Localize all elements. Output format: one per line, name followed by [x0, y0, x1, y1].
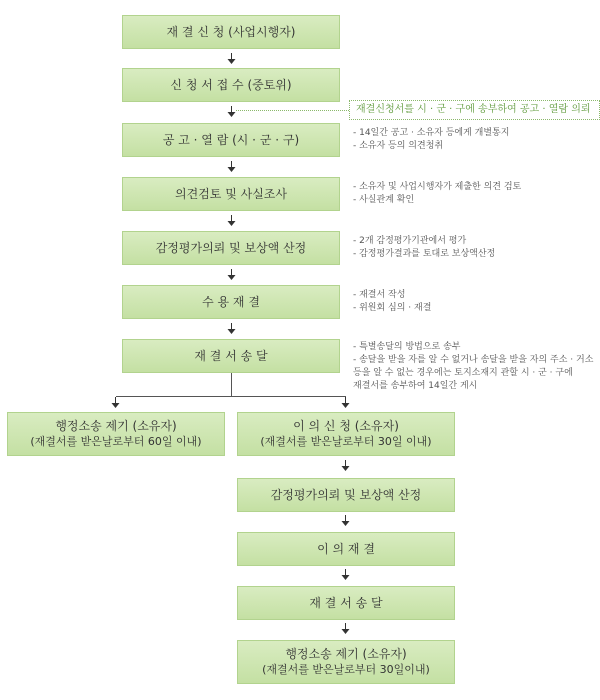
- step-label: 행정소송 제기 (소유자): [285, 647, 407, 661]
- step-reappraisal: [237, 478, 455, 512]
- branch-stem: [231, 373, 232, 396]
- note-review: [353, 181, 521, 207]
- note-delivery: [353, 341, 598, 393]
- step-objection-ruling: [237, 532, 455, 566]
- note-ruling: [353, 289, 431, 315]
- note-line: - 감정평가결과를 토대로 보상액산정: [353, 249, 496, 259]
- step-sublabel: (재결서를 받은날로부터 60일 이내): [30, 435, 202, 448]
- step-label: 이 의 재 결: [317, 542, 375, 556]
- down-arrow-icon: [341, 623, 350, 635]
- down-arrow-icon: [341, 397, 350, 409]
- notice-connector: [236, 110, 349, 111]
- step-label: 공 고 · 열 람 (시 · 군 · 구): [162, 133, 300, 147]
- note-publication: [353, 127, 509, 153]
- down-arrow-icon: [341, 515, 350, 527]
- note-line: - 소유자 등의 의견청취: [353, 141, 444, 151]
- step-label: 감정평가의뢰 및 보상액 산정: [270, 488, 422, 502]
- step-application-receipt: [122, 68, 340, 102]
- step-appraisal: [122, 231, 340, 265]
- step-objection-delivery: [237, 586, 455, 620]
- note-line: - 사실관계 확인: [353, 195, 415, 205]
- note-line: - 송달을 받을 자를 알 수 없거나 송달을 받을 자의 주소 · 거소: [353, 355, 594, 365]
- step-sublabel: (재결서를 받은날로부터 30일이내): [262, 663, 430, 676]
- step-administrative-lawsuit-30: [237, 640, 455, 684]
- note-appraisal: [353, 235, 495, 261]
- notice-callout: 재결신청서를 시 · 군 · 구에 송부하여 공고 · 열람 의뢰: [349, 100, 600, 120]
- branch-horizontal: [116, 396, 346, 397]
- note-line: - 소유자 및 사업시행자가 제출한 의견 검토: [353, 182, 522, 192]
- down-arrow-icon: [111, 397, 120, 409]
- down-arrow-icon: [227, 106, 236, 118]
- down-arrow-icon: [227, 323, 236, 335]
- note-line: 재결서를 송부하여 14일간 게시: [353, 381, 478, 391]
- step-ruling-application: [122, 15, 340, 49]
- note-line: 등을 알 수 없는 경우에는 토지소재지 관할 시 · 군 · 구에: [353, 368, 573, 378]
- note-line: - 재결서 작성: [353, 290, 406, 300]
- step-administrative-lawsuit-60: [7, 412, 225, 456]
- note-line: - 14일간 공고 · 소유자 등에게 개별통지: [353, 128, 510, 138]
- step-sublabel: (재결서를 받은날로부터 30일 이내): [260, 435, 432, 448]
- note-line: - 2개 감정평가기관에서 평가: [353, 236, 467, 246]
- note-line: - 위원회 심의 · 재결: [353, 303, 432, 313]
- step-label: 재 결 서 송 달: [309, 596, 383, 610]
- step-label: 수 용 재 결: [202, 295, 260, 309]
- step-label: 행정소송 제기 (소유자): [55, 419, 177, 433]
- step-ruling-delivery: [122, 339, 340, 373]
- step-review: [122, 177, 340, 211]
- step-label: 의견검토 및 사실조사: [175, 187, 287, 201]
- step-label: 신 청 서 접 수 (중토위): [170, 78, 292, 92]
- step-label: 이 의 신 청 (소유자): [293, 419, 399, 433]
- step-objection: [237, 412, 455, 456]
- down-arrow-icon: [227, 269, 236, 281]
- down-arrow-icon: [227, 161, 236, 173]
- down-arrow-icon: [341, 460, 350, 472]
- down-arrow-icon: [341, 569, 350, 581]
- step-publication: [122, 123, 340, 157]
- step-label: 재 결 서 송 달: [194, 349, 268, 363]
- step-label: 감정평가의뢰 및 보상액 산정: [155, 241, 307, 255]
- down-arrow-icon: [227, 53, 236, 65]
- step-expropriation-ruling: [122, 285, 340, 319]
- down-arrow-icon: [227, 215, 236, 227]
- note-line: - 특별송달의 방법으로 송부: [353, 342, 461, 352]
- step-label: 재 결 신 청 (사업시행자): [166, 25, 296, 39]
